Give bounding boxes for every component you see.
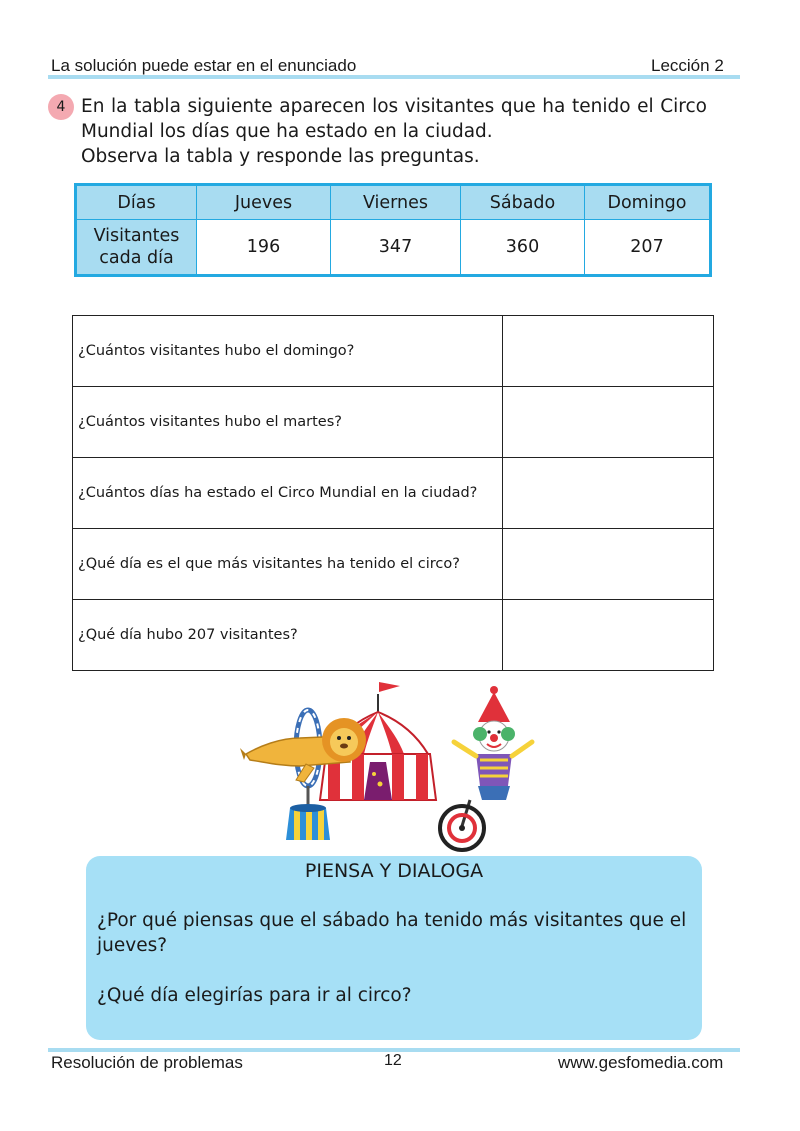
table-row	[73, 316, 714, 387]
footer-website: www.gesfomedia.com	[558, 1053, 724, 1072]
clown-icon	[454, 686, 532, 800]
visitors-domingo: 207	[585, 220, 711, 276]
question-1: ¿Cuántos visitantes hubo el domingo?	[73, 316, 503, 387]
table-row	[73, 458, 714, 529]
statement-line-3: Observa la tabla y responde las preguntas.	[81, 146, 480, 167]
visitors-row-header	[76, 220, 197, 276]
answer-cell-2[interactable]	[503, 387, 714, 458]
header-title: La solución puede estar en el enunciado	[51, 56, 357, 75]
days-header: Días	[76, 185, 197, 220]
question-2: ¿Cuántos visitantes hubo el martes?	[73, 387, 503, 458]
question-4: ¿Qué día es el que más visitantes ha tenido el circo?	[73, 529, 503, 600]
day-viernes: Viernes	[331, 185, 461, 220]
table-row	[73, 529, 714, 600]
table-row	[73, 600, 714, 671]
day-sabado: Sábado	[461, 185, 585, 220]
think-question-2: ¿Qué día elegirías para ir al circo?	[97, 985, 412, 1006]
visitors-table	[74, 183, 712, 277]
answer-cell-3[interactable]	[503, 458, 714, 529]
think-question-1-line-1: ¿Por qué piensas que el sábado ha tenido más visitantes que el	[97, 910, 687, 931]
day-jueves: Jueves	[197, 185, 331, 220]
visitors-jueves: 196	[197, 220, 331, 276]
question-5: ¿Qué día hubo 207 visitantes?	[73, 600, 503, 671]
header-divider	[48, 75, 740, 79]
unicycle-icon	[440, 800, 484, 850]
day-domingo: Domingo	[585, 185, 711, 220]
row-label-line-2: cada día	[99, 248, 174, 268]
think-question-1-line-2: jueves?	[97, 935, 168, 956]
row-label-line-1: Visitantes	[93, 226, 180, 246]
answer-cell-4[interactable]	[503, 529, 714, 600]
question-3: ¿Cuántos días ha estado el Circo Mundial en la ciudad?	[73, 458, 503, 529]
think-box-title: PIENSA Y DIALOGA	[304, 860, 484, 882]
table-header-row	[76, 185, 711, 220]
think-question-1	[97, 908, 687, 958]
answer-cell-1[interactable]	[503, 316, 714, 387]
table-row	[76, 220, 711, 276]
table-row	[73, 387, 714, 458]
answer-cell-5[interactable]	[503, 600, 714, 671]
circus-illustration	[240, 676, 540, 856]
statement-line-1: En la tabla siguiente aparecen los visitantes que ha tenido el Circo	[81, 96, 707, 117]
page-number: 12	[384, 1052, 402, 1069]
footer-section-title: Resolución de problemas	[51, 1053, 243, 1072]
exercise-number-badge: 4	[48, 94, 74, 120]
questions-table	[72, 315, 714, 671]
visitors-viernes: 347	[331, 220, 461, 276]
visitors-sabado: 360	[461, 220, 585, 276]
statement-line-2: Mundial los días que ha estado en la ciudad.	[81, 121, 493, 142]
lesson-label: Lección 2	[651, 56, 724, 75]
